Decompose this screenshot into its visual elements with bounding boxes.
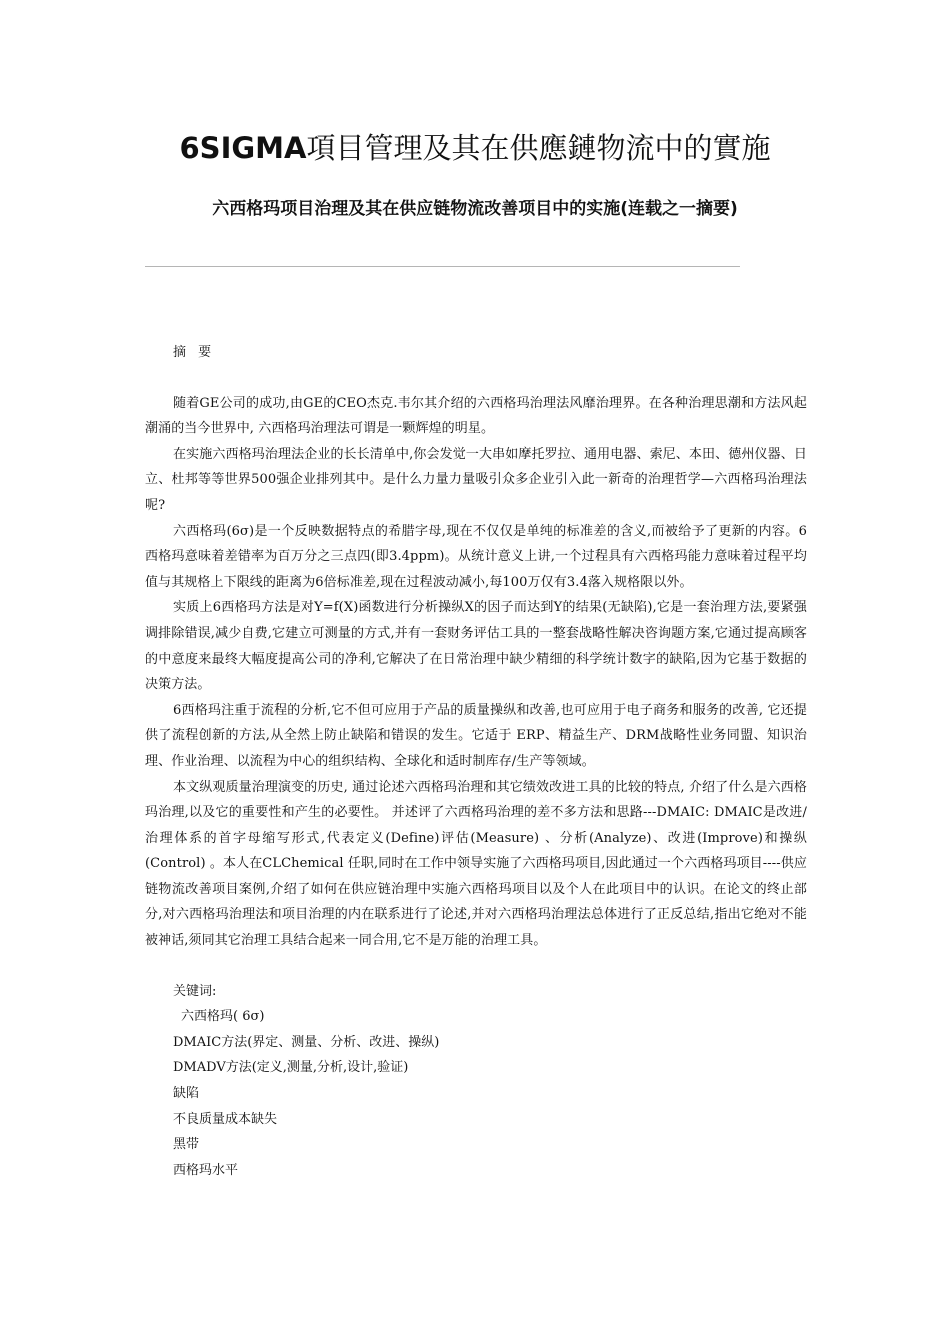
keyword-item: 黑带 bbox=[173, 1137, 200, 1153]
document-subtitle: 六西格玛项目治理及其在供应链物流改善项目中的实施(连载之一摘要) bbox=[212, 199, 738, 219]
document-title bbox=[0, 128, 950, 168]
horizontal-divider bbox=[145, 266, 740, 267]
keywords-list bbox=[145, 1004, 807, 1183]
abstract-heading: 摘 要 bbox=[173, 345, 216, 360]
keyword-item: 六西格玛( 6σ) bbox=[181, 1009, 265, 1025]
keyword-item: DMAIC方法(界定、测量、分析、改进、操纵) bbox=[173, 1034, 440, 1050]
spacer bbox=[145, 954, 807, 979]
keyword-item: DMADV方法(定义,测量,分析,设计,验证) bbox=[173, 1060, 409, 1076]
title-latin: 6SIGMA bbox=[179, 131, 307, 165]
keyword-item: 不良质量成本缺失 bbox=[173, 1111, 278, 1127]
abstract-paragraph: 六西格玛(6σ)是一个反映数据特点的希腊字母,现在不仅仅是单纯的标准差的含义,而被给予了更新的内容。6西格玛意味着差错率为百万分之三点四(即3.4ppm)。从统计意义上讲,一个过程具有六西格玛能力意味着过程平均值与其规格上下限线的距离为6倍标准差,现在过程波动减小,每100万仅有3.4落入规格限以外。 bbox=[145, 523, 807, 590]
abstract-paragraph: 实质上6西格玛方法是对Y=f(X)函数进行分析操纵X的因子而达到Y的结果(无缺陷),它是一套治理方法,要紧强调排除错误,减少自费,它建立可测量的方式,并有一套财务评估工具的一整套战略性解决咨询题方案,它通过提高顾客的中意度来最终大幅度提高公司的净利,它解决了在日常治理中缺少精细的科学统计数字的缺陷,因为它基于数据的决策方法。 bbox=[145, 600, 807, 693]
document-body bbox=[145, 340, 807, 1183]
abstract-paragraph: 本文纵观质量治理演变的历史, 通过论述六西格玛治理和其它绩效改进工具的比较的特点, 介绍了什么是六西格玛治理,以及它的重要性和产生的必要性。 并述评了六西格玛治理的差不多方法和思路---DMAIC: DMAIC是改进/治理体系的首字母缩写形式,代表定义(Define)评估(Measure) 、分析(Analyze)、改进(Improve)和操纵(Control) 。本人在CLChemical 任职,同时在工作中领导实施了六西格玛项目,因此通过一个六西格玛项目----供应链物流改善项目案例,介绍了如何在供应链治理中实施六西格玛项目以及个人在此项目中的认识。在论文的终止部分,对六西格玛治理法和项目治理的内在联系进行了论述,并对六西格玛治理法总体进行了正反总结,指出它绝对不能被神话,须同其它治理工具结合起来一同合用,它不是万能的治理工具。 bbox=[145, 779, 807, 949]
abstract-paragraph: 在实施六西格玛治理法企业的长长清单中,你会发觉一大串如摩托罗拉、通用电器、索尼、本田、德州仪器、日立、杜邦等等世界500强企业排列其中。是什么力量力量吸引众多企业引入此一新奇的治理哲学—六西格玛治理法呢? bbox=[145, 446, 807, 513]
title-cjk: 項目管理及其在供應鏈物流中的實施 bbox=[306, 131, 771, 165]
keyword-item: 西格玛水平 bbox=[173, 1162, 239, 1178]
keyword-item: 缺陷 bbox=[173, 1086, 200, 1102]
abstract-paragraph: 随着GE公司的成功,由GE的CEO杰克.韦尔其介绍的六西格玛治理法风靡治理界。在各种治理思潮和方法风起潮涌的当今世界中, 六西格玛治理法可谓是一颗辉煌的明星。 bbox=[145, 395, 807, 437]
keywords-label: 关键词: bbox=[173, 983, 217, 999]
abstract-paragraph: 6西格玛注重于流程的分析,它不但可应用于产品的质量操纵和改善,也可应用于电子商务和服务的改善, 它还提供了流程创新的方法,从全然上防止缺陷和错误的发生。它适于 ERP、精益生产、DRM战略性业务同盟、知识治理、作业治理、以流程为中心的组织结构、全球化和适时制库存/生产等领域。 bbox=[145, 702, 807, 769]
